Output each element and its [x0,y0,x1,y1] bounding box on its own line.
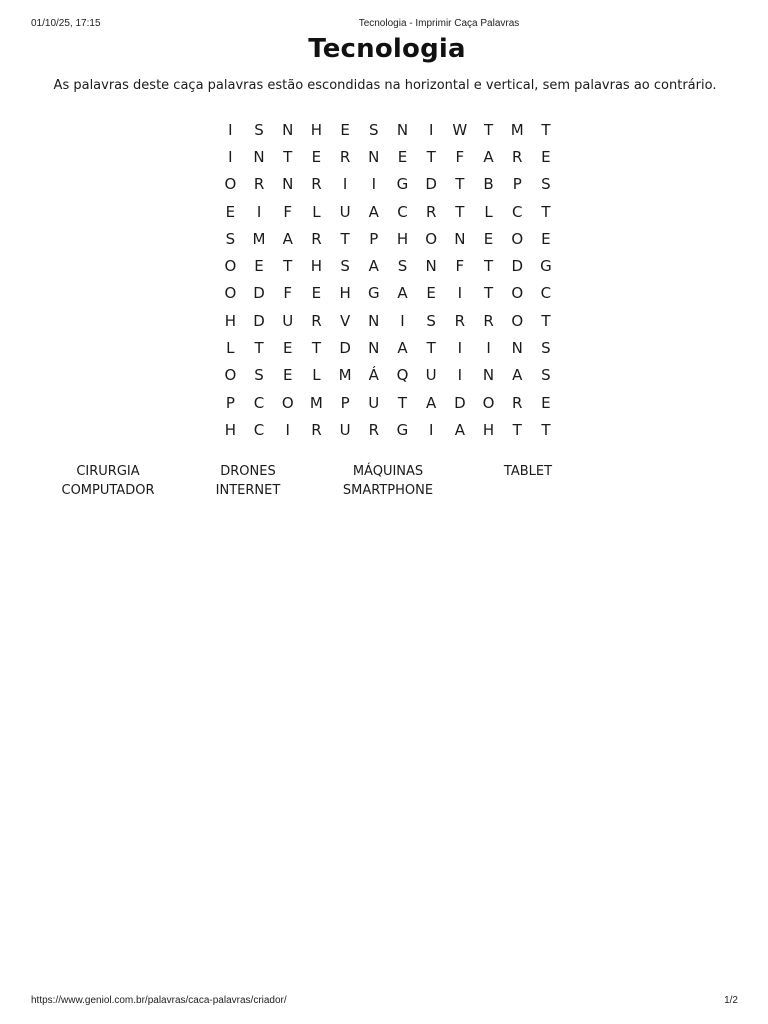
grid-cell: C [253,393,265,412]
grid-cell: W [452,120,468,139]
grid-cell: E [282,339,293,358]
grid-cell: C [253,420,265,439]
grid-cell: I [228,120,233,139]
grid-cell: S [541,339,551,358]
grid-cell: G [367,284,380,303]
grid-cell: N [396,120,409,139]
grid-cell: C [511,202,523,221]
grid-cell: O [511,229,524,248]
grid-cell: I [457,284,463,303]
grid-cell: G [396,175,409,194]
grid-cell: R [483,311,494,330]
grid-cell: A [454,420,465,439]
grid-cell: R [311,420,322,439]
grid-cell: B [483,175,494,194]
grid-cell: T [340,229,350,248]
grid-cell: T [254,339,264,358]
print-url: https://www.geniol.com.br/palavras/caca-palavras/criador/ [31,995,287,1006]
grid-cell: E [483,229,494,248]
grid-cell: U [425,366,437,385]
grid-cell: D [425,175,437,194]
grid-cell: O [482,393,495,412]
grid-cell: T [283,147,293,166]
word-list-item: DRONES [220,464,276,479]
grid-cell: S [340,257,350,276]
grid-cell: H [310,120,323,139]
grid-cell: D [454,393,466,412]
grid-cell: H [310,257,323,276]
grid-cell: I [256,202,262,221]
grid-cell: R [512,147,523,166]
grid-cell: H [396,229,409,248]
grid-cell: A [282,229,293,248]
grid-cell: A [397,284,408,303]
grid-cell: R [425,202,437,221]
grid-cell: E [541,229,551,248]
grid-cell: D [253,284,265,303]
grid-cell: O [425,229,438,248]
grid-cell: T [541,202,551,221]
grid-cell: A [426,393,437,412]
grid-cell: E [254,257,264,276]
grid-cell: E [541,393,551,412]
grid-cell: O [224,284,237,303]
grid-cell: N [511,339,523,358]
grid-cell: Q [396,366,409,385]
print-document-title: Tecnologia - Imprimir Caça Palavras [358,18,520,29]
grid-cell: U [282,311,294,330]
grid-cell: P [512,175,522,194]
grid-cell: I [285,420,290,439]
grid-cell: I [428,420,434,439]
print-page-number: 1/2 [724,995,738,1006]
grid-cell: R [512,393,523,412]
grid-cell: S [541,175,551,194]
instructions-text: As palavras deste caça palavras estão escondidas na horizontal e vertical, sem palavras ao contrário. [53,78,717,93]
grid-cell: A [512,366,523,385]
grid-cell: T [283,257,293,276]
grid-cell: U [339,202,351,221]
grid-cell: R [311,175,322,194]
grid-cell: H [224,420,236,439]
grid-cell: U [339,420,351,439]
grid-cell: S [397,257,408,276]
grid-cell: R [454,311,466,330]
grid-cell: S [426,311,436,330]
grid-cell: I [486,339,491,358]
grid-cell: D [339,339,351,358]
grid-cell: E [397,147,408,166]
grid-cell: P [225,393,235,412]
grid-cell: M [510,120,524,139]
grid-cell: S [541,366,551,385]
grid-cell: P [340,393,350,412]
word-list-item: CIRURGIA [76,464,140,479]
word-list-item: INTERNET [215,483,281,498]
grid-cell: F [455,257,465,276]
grid-cell: T [483,284,494,303]
grid-cell: E [340,120,350,139]
grid-cell: N [368,147,380,166]
grid-cell: E [311,147,322,166]
grid-cell: T [455,175,465,194]
grid-cell: O [224,366,237,385]
grid-cell: R [253,175,265,194]
grid-cell: I [228,147,233,166]
grid-cell: T [426,147,436,166]
grid-cell: M [309,393,323,412]
grid-cell: R [368,420,379,439]
grid-cell: S [369,120,379,139]
grid-cell: N [282,120,294,139]
grid-cell: E [282,366,293,385]
grid-cell: T [397,393,408,412]
grid-cell: D [511,257,523,276]
grid-cell: C [540,284,552,303]
grid-cell: I [428,120,434,139]
grid-cell: L [226,339,235,358]
grid-cell: C [397,202,408,221]
grid-cell: A [368,257,379,276]
word-list [40,464,600,502]
grid-cell: P [369,229,379,248]
word-list-item: SMARTPHONE [342,483,434,498]
grid-cell: I [457,366,463,385]
grid-cell: O [281,393,294,412]
grid-cell: E [426,284,436,303]
grid-cell: R [311,229,322,248]
grid-cell: N [482,366,495,385]
grid-cell: S [225,229,236,248]
grid-cell: V [339,311,351,330]
grid-cell: L [312,202,321,221]
grid-cell: I [371,175,376,194]
grid-cell: A [483,147,494,166]
grid-cell: O [224,257,237,276]
grid-cell: T [483,257,494,276]
grid-cell: T [426,339,436,358]
grid-cell: S [254,120,264,139]
grid-cell: S [254,366,264,385]
grid-cell: H [482,420,495,439]
word-list-item: COMPUTADOR [61,483,155,498]
grid-cell: U [368,393,380,412]
grid-cell: M [338,366,352,385]
print-datetime: 01/10/25, 17:15 [31,18,101,29]
grid-cell: O [511,284,524,303]
grid-cell: G [396,420,409,439]
word-search-grid [216,116,560,444]
grid-cell: R [339,147,351,166]
grid-cell: A [368,202,379,221]
grid-cell: N [368,339,380,358]
grid-cell: O [224,175,237,194]
grid-cell: F [455,147,465,166]
grid-cell: A [397,339,408,358]
grid-cell: O [511,311,524,330]
grid-cell: T [512,420,522,439]
grid-cell: H [339,284,351,303]
grid-cell: T [455,202,465,221]
grid-cell: E [225,202,236,221]
grid-cell: E [541,147,551,166]
grid-cell: E [311,284,322,303]
grid-cell: L [484,202,493,221]
grid-cell: F [283,202,293,221]
grid-cell: R [311,311,322,330]
grid-cell: N [368,311,380,330]
grid-cell: H [224,311,236,330]
word-list-item: MÁQUINAS [352,464,424,479]
grid-cell: I [400,311,405,330]
grid-cell: D [253,311,265,330]
grid-cell: F [283,284,293,303]
grid-cell: T [541,120,551,139]
grid-cell: T [541,311,551,330]
grid-cell: N [282,175,294,194]
grid-cell: N [253,147,265,166]
grid-cell: M [252,229,266,248]
word-list-item: TABLET [503,464,553,479]
grid-cell: L [312,366,321,385]
grid-cell: T [541,420,551,439]
grid-cell: N [454,229,466,248]
grid-cell: T [483,120,494,139]
grid-cell: N [425,257,437,276]
grid-cell: I [342,175,348,194]
grid-cell: I [457,339,463,358]
grid-cell: G [540,257,552,276]
page-title: Tecnologia [308,34,466,64]
grid-cell: T [311,339,321,358]
grid-cell: Á [368,366,379,385]
